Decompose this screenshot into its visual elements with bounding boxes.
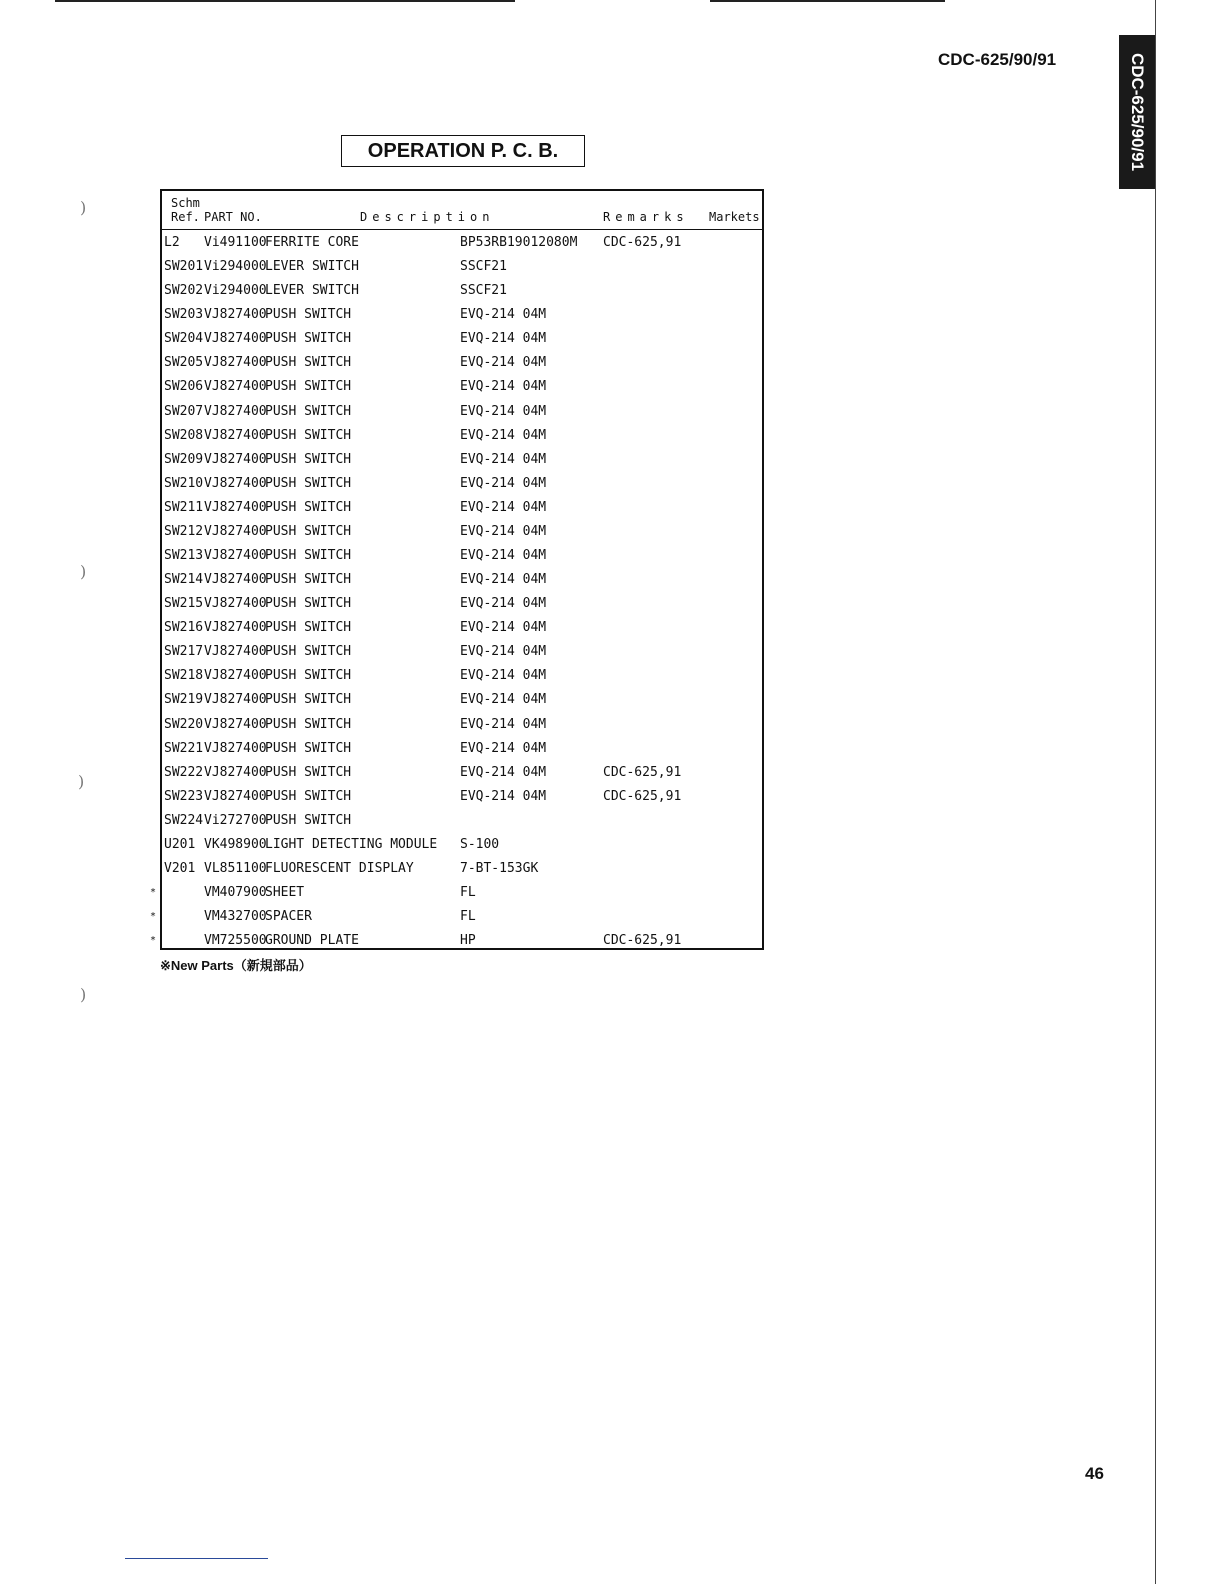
- part-code-cell: EVQ-214 04M: [460, 716, 547, 732]
- remarks-cell: CDC-625,91: [603, 764, 682, 780]
- ref-cell: SW206: [164, 379, 204, 395]
- ref-cell: SW213: [164, 548, 204, 564]
- top-rule-left: [55, 0, 515, 2]
- header-part-no: PART NO.: [204, 210, 262, 224]
- part-no-cell: VM725500: [204, 933, 267, 949]
- part-code-cell: 7-BT-153GK: [460, 861, 539, 877]
- description-cell: PUSH SWITCH: [265, 307, 352, 323]
- description-cell: PUSH SWITCH: [265, 427, 352, 443]
- part-no-cell: VJ827400: [204, 548, 267, 564]
- side-tab: [1119, 35, 1155, 189]
- ref-cell: SW209: [164, 451, 204, 467]
- table-row: [162, 688, 762, 712]
- ref-cell: SW215: [164, 596, 204, 612]
- part-no-cell: VJ827400: [204, 427, 267, 443]
- part-code-cell: SSCF21: [460, 259, 507, 275]
- part-no-cell: VJ827400: [204, 764, 267, 780]
- description-cell: PUSH SWITCH: [265, 692, 352, 708]
- part-code-cell: FL: [460, 909, 476, 925]
- description-cell: PUSH SWITCH: [265, 596, 352, 612]
- ref-cell: V201: [164, 861, 196, 877]
- ref-cell: U201: [164, 836, 196, 852]
- description-cell: LEVER SWITCH: [265, 283, 359, 299]
- table-row: [162, 231, 762, 255]
- description-cell: PUSH SWITCH: [265, 475, 352, 491]
- table-row: [162, 351, 762, 375]
- table-row: [150, 905, 762, 929]
- part-code-cell: EVQ-214 04M: [460, 548, 547, 564]
- ref-cell: SW216: [164, 620, 204, 636]
- ref-cell: SW210: [164, 475, 204, 491]
- ref-cell: SW220: [164, 716, 204, 732]
- part-no-cell: VJ827400: [204, 331, 267, 347]
- table-row: [162, 327, 762, 351]
- ref-cell: SW214: [164, 572, 204, 588]
- part-code-cell: EVQ-214 04M: [460, 596, 547, 612]
- table-row: [162, 640, 762, 664]
- header-remarks: Remarks: [603, 210, 689, 224]
- table-row: [150, 929, 762, 953]
- side-tab-label: CDC-625/90/91: [1128, 52, 1147, 172]
- part-no-cell: Vi294000: [204, 259, 267, 275]
- description-cell: FLUORESCENT DISPLAY: [265, 861, 414, 877]
- part-code-cell: EVQ-214 04M: [460, 788, 547, 804]
- part-no-cell: VJ827400: [204, 451, 267, 467]
- new-part-mark: *: [150, 887, 157, 899]
- part-code-cell: EVQ-214 04M: [460, 644, 547, 660]
- part-code-cell: EVQ-214 04M: [460, 379, 547, 395]
- description-cell: SHEET: [265, 885, 305, 901]
- part-code-cell: HP: [460, 933, 476, 949]
- table-row: [162, 472, 762, 496]
- ref-cell: SW207: [164, 403, 204, 419]
- table-row: [162, 809, 762, 833]
- ref-cell: SW204: [164, 331, 204, 347]
- part-code-cell: EVQ-214 04M: [460, 307, 547, 323]
- new-parts-footnote: ※New Parts（新規部品）: [160, 958, 312, 973]
- part-no-cell: Vi294000: [204, 283, 267, 299]
- ref-cell: SW202: [164, 283, 204, 299]
- table-row: [162, 303, 762, 327]
- table-row: [162, 375, 762, 399]
- description-cell: PUSH SWITCH: [265, 668, 352, 684]
- ref-cell: SW203: [164, 307, 204, 323]
- table-row: [162, 713, 762, 737]
- part-code-cell: EVQ-214 04M: [460, 499, 547, 515]
- part-no-cell: VJ827400: [204, 596, 267, 612]
- section-title: OPERATION P. C. B.: [341, 135, 585, 167]
- table-row: [162, 833, 762, 857]
- description-cell: PUSH SWITCH: [265, 812, 352, 828]
- part-no-cell: VJ827400: [204, 523, 267, 539]
- description-cell: PUSH SWITCH: [265, 451, 352, 467]
- part-no-cell: VM407900: [204, 885, 267, 901]
- description-cell: GROUND PLATE: [265, 933, 359, 949]
- table-row: [162, 592, 762, 616]
- part-code-cell: S-100: [460, 836, 500, 852]
- header-schm: Schm: [171, 196, 200, 210]
- part-no-cell: VJ827400: [204, 499, 267, 515]
- table-row: [162, 255, 762, 279]
- part-no-cell: VL851100: [204, 861, 267, 877]
- table-row: [162, 544, 762, 568]
- header-ref: Ref.: [171, 210, 200, 224]
- part-no-cell: VJ827400: [204, 644, 267, 660]
- ref-cell: SW211: [164, 499, 204, 515]
- ref-cell: SW219: [164, 692, 204, 708]
- part-no-cell: VJ827400: [204, 668, 267, 684]
- bottom-rule: [125, 1558, 268, 1559]
- table-row: [162, 857, 762, 881]
- binding-mark: ): [80, 562, 87, 581]
- part-no-cell: VJ827400: [204, 620, 267, 636]
- description-cell: PUSH SWITCH: [265, 788, 352, 804]
- ref-cell: SW205: [164, 355, 204, 371]
- table-body: [150, 231, 762, 953]
- table-row: [162, 400, 762, 424]
- part-code-cell: BP53RB19012080M: [460, 235, 578, 250]
- part-code-cell: EVQ-214 04M: [460, 475, 547, 491]
- part-no-cell: VJ827400: [204, 740, 267, 756]
- description-cell: PUSH SWITCH: [265, 644, 352, 660]
- part-code-cell: EVQ-214 04M: [460, 331, 547, 347]
- description-cell: PUSH SWITCH: [265, 499, 352, 515]
- ref-cell: SW223: [164, 788, 204, 804]
- part-no-cell: VJ827400: [204, 572, 267, 588]
- part-code-cell: EVQ-214 04M: [460, 427, 547, 443]
- ref-cell: SW208: [164, 427, 204, 443]
- part-no-cell: VJ827400: [204, 475, 267, 491]
- table-row: [162, 424, 762, 448]
- table-row: [162, 568, 762, 592]
- table-row: [162, 761, 762, 785]
- part-no-cell: VJ827400: [204, 307, 267, 323]
- part-code-cell: EVQ-214 04M: [460, 572, 547, 588]
- part-code-cell: EVQ-214 04M: [460, 403, 547, 419]
- part-no-cell: VJ827400: [204, 355, 267, 371]
- remarks-cell: CDC-625,91: [603, 235, 682, 250]
- new-part-mark: *: [150, 911, 157, 923]
- part-no-cell: VJ827400: [204, 379, 267, 395]
- ref-cell: SW222: [164, 764, 204, 780]
- parts-table: [150, 189, 764, 950]
- table-header: [162, 191, 762, 230]
- part-code-cell: EVQ-214 04M: [460, 668, 547, 684]
- part-no-cell: VM432700: [204, 909, 267, 925]
- ref-cell: SW217: [164, 644, 204, 660]
- description-cell: PUSH SWITCH: [265, 523, 352, 539]
- part-code-cell: SSCF21: [460, 283, 507, 299]
- description-cell: PUSH SWITCH: [265, 355, 352, 371]
- ref-cell: SW201: [164, 259, 204, 275]
- table-row: [162, 279, 762, 303]
- description-cell: FERRITE CORE: [265, 235, 359, 250]
- part-code-cell: EVQ-214 04M: [460, 764, 547, 780]
- description-cell: PUSH SWITCH: [265, 403, 352, 419]
- part-code-cell: EVQ-214 04M: [460, 355, 547, 371]
- remarks-cell: CDC-625,91: [603, 933, 682, 949]
- table-row: [162, 496, 762, 520]
- ref-cell: SW221: [164, 740, 204, 756]
- description-cell: PUSH SWITCH: [265, 379, 352, 395]
- description-cell: PUSH SWITCH: [265, 716, 352, 732]
- table-row: [162, 664, 762, 688]
- description-cell: PUSH SWITCH: [265, 764, 352, 780]
- page-number: 46: [1085, 1464, 1104, 1483]
- table-row: [162, 448, 762, 472]
- part-code-cell: EVQ-214 04M: [460, 620, 547, 636]
- header-markets: Markets: [709, 210, 760, 224]
- table-row: [162, 737, 762, 761]
- description-cell: PUSH SWITCH: [265, 572, 352, 588]
- description-cell: PUSH SWITCH: [265, 740, 352, 756]
- description-cell: PUSH SWITCH: [265, 331, 352, 347]
- description-cell: SPACER: [265, 909, 312, 925]
- right-margin-rule: [1155, 0, 1156, 1584]
- description-cell: PUSH SWITCH: [265, 620, 352, 636]
- part-code-cell: EVQ-214 04M: [460, 740, 547, 756]
- part-code-cell: EVQ-214 04M: [460, 523, 547, 539]
- binding-mark: ): [78, 772, 85, 791]
- model-header: CDC-625/90/91: [938, 50, 1057, 69]
- part-code-cell: EVQ-214 04M: [460, 692, 547, 708]
- table-row: [162, 616, 762, 640]
- description-cell: PUSH SWITCH: [265, 548, 352, 564]
- binding-mark: ): [80, 985, 87, 1004]
- table-row: [162, 520, 762, 544]
- table-row: [162, 785, 762, 809]
- binding-mark: ): [80, 198, 87, 217]
- part-code-cell: EVQ-214 04M: [460, 451, 547, 467]
- ref-cell: SW212: [164, 523, 204, 539]
- part-no-cell: VJ827400: [204, 716, 267, 732]
- ref-cell: SW224: [164, 812, 204, 828]
- top-rule-right: [710, 0, 945, 2]
- part-no-cell: VK498900: [204, 836, 267, 852]
- new-part-mark: *: [150, 935, 157, 947]
- header-description: Description: [360, 210, 495, 224]
- part-no-cell: Vi491100: [204, 235, 267, 250]
- description-cell: LIGHT DETECTING MODULE: [265, 836, 438, 852]
- ref-cell: SW218: [164, 668, 204, 684]
- part-no-cell: VJ827400: [204, 692, 267, 708]
- table-row: [150, 881, 762, 905]
- part-code-cell: FL: [460, 885, 476, 901]
- ref-cell: L2: [164, 235, 180, 250]
- remarks-cell: CDC-625,91: [603, 788, 682, 804]
- part-no-cell: VJ827400: [204, 788, 267, 804]
- part-no-cell: VJ827400: [204, 403, 267, 419]
- part-no-cell: Vi272700: [204, 812, 267, 828]
- description-cell: LEVER SWITCH: [265, 259, 359, 275]
